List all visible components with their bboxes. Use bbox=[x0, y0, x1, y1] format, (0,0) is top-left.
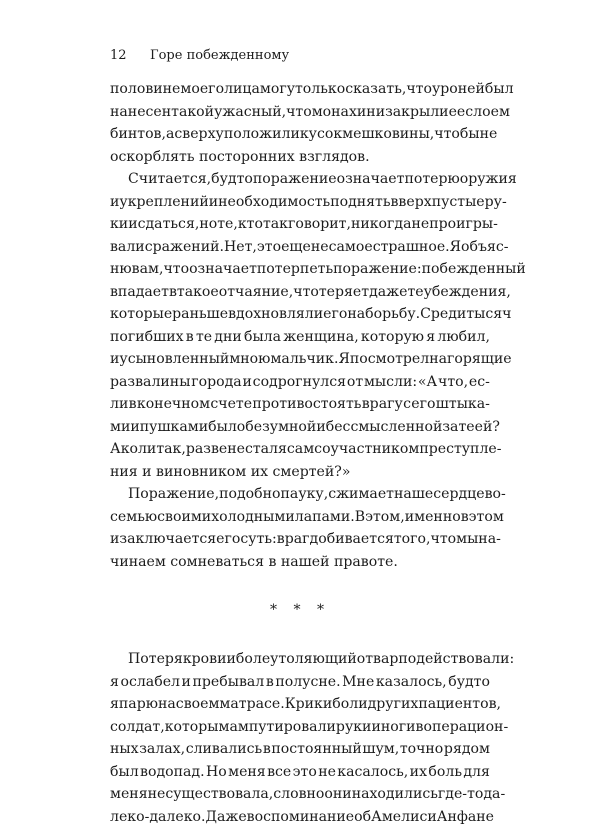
page-number: 12 bbox=[110, 46, 127, 66]
text-block-top bbox=[110, 78, 490, 573]
text-line: которые раньше вдохновляли его на борьбу. Среди тысяч bbox=[110, 303, 490, 326]
text-line: меня не существовала, словно они находились где-то да- bbox=[110, 783, 490, 806]
text-line: ли в конечном счете противостоять врагу с его штыка- bbox=[110, 393, 490, 416]
text-line: оскорблять посторонних взглядов. bbox=[110, 146, 490, 169]
text-line: ния и виновником их смертей?» bbox=[110, 461, 490, 484]
text-line: ки и сдаться, но те, кто так говорит, никогда не проигры- bbox=[110, 213, 490, 236]
text-line: ных залах, сливались в постоянный шум, точно рядом bbox=[110, 738, 490, 761]
text-line: был водопад. Но меня все это не касалось, их боль для bbox=[110, 761, 490, 784]
text-line: Потеря крови и болеутоляющий отвар подействовали: bbox=[110, 648, 490, 671]
text-line: и заключается его суть: враг добивается того, что мы на- bbox=[110, 528, 490, 551]
text-line: и укреплений и необходимость поднять вверх пустые ру- bbox=[110, 191, 490, 214]
text-block-bottom bbox=[110, 648, 490, 828]
text-line: ню вам, что означает потерпеть поражение: побежденный bbox=[110, 258, 490, 281]
text-line: впадает в такое отчаяние, что теряет даже те убеждения, bbox=[110, 281, 490, 304]
text-line: я парю на своем матрасе. Крики боли других пациентов, bbox=[110, 693, 490, 716]
text-line: семью своими холодными лапами. В этом, именно в этом bbox=[110, 506, 490, 529]
text-line: бинтов, а сверху положили кусок мешковины, чтобы не bbox=[110, 123, 490, 146]
running-head bbox=[110, 46, 490, 66]
text-line: и усыновленный мною мальчик. Я посмотрел на горящие bbox=[110, 348, 490, 371]
text-line: погибших в те дни была женщина, которую я любил, bbox=[110, 326, 490, 349]
text-line: вали сражений. Нет, это еще не самое страшное. Я объяс- bbox=[110, 236, 490, 259]
running-title: Горе побежденному bbox=[150, 46, 289, 66]
text-line: нанесен такой ужасный, что монахини закрыли ее слоем bbox=[110, 101, 490, 124]
section-break: * * * bbox=[110, 573, 490, 648]
text-line: ми и пушками было безумной и бессмысленной затеей? bbox=[110, 416, 490, 439]
text-line: леко-далеко. Даже воспоминание об Амелис и Анфане bbox=[110, 806, 490, 828]
text-line: развалины города и содрогнулся от мысли: «А что, ес- bbox=[110, 371, 490, 394]
text-line: половине моего лица могу только сказать, что урон ей был bbox=[110, 78, 490, 101]
body-text bbox=[110, 78, 490, 828]
text-line: Считается, будто поражение означает потерю оружия bbox=[110, 168, 490, 191]
text-line: солдат, которым ампутировали руки и ноги в операцион- bbox=[110, 716, 490, 739]
text-line: я ослабел и пребывал в полусне. Мне казалось, будто bbox=[110, 671, 490, 694]
text-line: Поражение, подобно пауку, сжимает наше сердце во- bbox=[110, 483, 490, 506]
text-line: А коли так, разве не стал я сам соучастником преступле- bbox=[110, 438, 490, 461]
text-line: чинаем сомневаться в нашей правоте. bbox=[110, 551, 490, 574]
